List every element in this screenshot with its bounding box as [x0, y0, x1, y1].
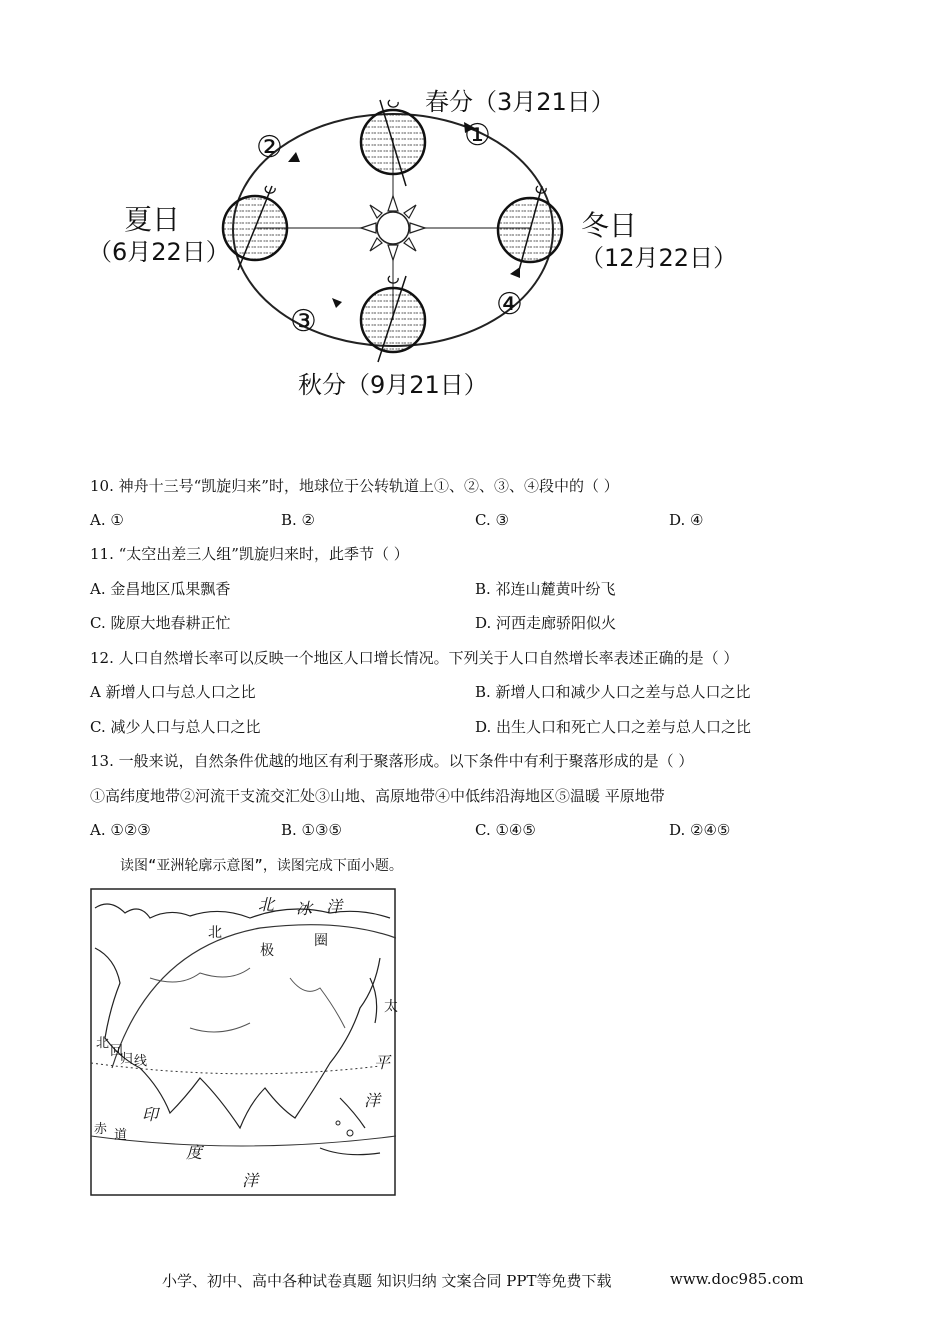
map-intro-text: 读图“亚洲轮廓示意图”，读图完成下面小题。 — [120, 858, 403, 874]
autumn-equinox-label: 秋分（9月21日） — [298, 371, 488, 399]
question-12-option-b: B. 新增人口和减少人口之差与总人口之比 — [475, 683, 751, 701]
question-12-option-d: D. 出生人口和死亡人口之差与总人口之比 — [475, 718, 752, 736]
question-11-option-d: D. 河西走廊骄阳似火 — [475, 614, 617, 632]
footer-url[interactable]: www.doc985.com — [670, 1270, 804, 1288]
question-13-option-a: A. ①②③ — [90, 821, 151, 839]
map-label-yin: 印 — [142, 1105, 159, 1124]
map-label-xian: 线 — [134, 1054, 148, 1069]
footer-text: 小学、初中、高中各种试卷真题 知识归纳 文案合同 PPT等免费下载 — [162, 1272, 612, 1290]
question-10-option-c: C. ③ — [475, 511, 509, 529]
question-10-stem: 10. 神舟十三号“凯旋归来”时，地球位于公转轨道上①、②、③、④段中的（ ） — [90, 477, 619, 495]
question-10-option-a: A. ① — [90, 511, 124, 529]
question-13-stem: 13. 一般来说，自然条件优越的地区有利于聚落形成。以下条件中有利于聚落形成的是（ ） — [90, 752, 694, 770]
sun-icon — [361, 196, 425, 260]
question-13-option-b: B. ①③⑤ — [281, 821, 342, 839]
asia-outline-map — [90, 888, 396, 1196]
map-label-gui: 归 — [120, 1052, 134, 1067]
map-label-yang-indian: 洋 — [242, 1171, 259, 1190]
question-11-option-a: A. 金昌地区瓜果飘香 — [90, 580, 231, 598]
earth-summer-icon — [223, 186, 287, 270]
map-label-bei: 北 — [258, 895, 275, 914]
question-11-stem: 11. “太空出差三人组”凯旋归来时，此季节（ ） — [90, 545, 409, 563]
segment-2-label: ② — [256, 130, 283, 165]
question-13-option-c: C. ①④⑤ — [475, 821, 536, 839]
map-label-tai: 太 — [384, 999, 398, 1015]
question-10-option-d: D. ④ — [669, 511, 704, 529]
segment-1-label: ① — [464, 118, 491, 153]
map-label-bing: 冰 — [296, 899, 313, 918]
earth-spring-icon — [361, 100, 425, 186]
map-label-yang-arctic: 洋 — [326, 897, 343, 916]
map-label-hui: 回 — [110, 1044, 124, 1059]
segment-4-label: ④ — [496, 287, 523, 322]
segment-3-label: ③ — [290, 304, 317, 339]
map-label-dao: 道 — [114, 1128, 128, 1143]
earth-autumn-icon — [361, 276, 425, 362]
question-12-option-c: C. 减少人口与总人口之比 — [90, 718, 261, 736]
map-label-bei-tropic: 北 — [96, 1036, 110, 1051]
question-13-conditions: ①高纬度地带②河流干支流交汇处③山地、高原地带④中低纬沿海地区⑤温暖 平原地带 — [90, 787, 665, 805]
question-12-stem: 12. 人口自然增长率可以反映一个地区人口增长情况。下列关于人口自然增长率表述正确的是（ ） — [90, 649, 739, 667]
question-11-option-b: B. 祁连山麓黄叶纷飞 — [475, 580, 616, 598]
question-12-option-a: A 新增人口与总人口之比 — [90, 683, 256, 701]
map-label-ji: 极 — [260, 943, 274, 959]
map-label-quan: 圈 — [314, 933, 328, 949]
map-label-bei-arctic-circle: 北 — [208, 925, 222, 941]
arrow-segment-3 — [332, 298, 342, 308]
summer-solstice-date: （6月22日） — [88, 238, 230, 266]
question-11-option-c: C. 陇原大地春耕正忙 — [90, 614, 231, 632]
question-13-option-d: D. ②④⑤ — [669, 821, 731, 839]
asia-outline-map-svg — [90, 888, 396, 1196]
winter-solstice-date: （12月22日） — [580, 244, 738, 272]
arrow-segment-2 — [288, 152, 300, 162]
winter-solstice-label: 冬日 — [581, 209, 638, 242]
map-label-du: 度 — [186, 1143, 203, 1162]
map-label-chi: 赤 — [94, 1122, 108, 1137]
spring-equinox-label: 春分（3月21日） — [425, 88, 615, 116]
map-label-ping: 平 — [374, 1053, 391, 1072]
question-10-option-b: B. ② — [281, 511, 316, 529]
map-label-yang-pacific: 洋 — [364, 1091, 381, 1110]
summer-solstice-label: 夏日 — [124, 203, 181, 236]
earth-winter-icon — [498, 186, 562, 274]
